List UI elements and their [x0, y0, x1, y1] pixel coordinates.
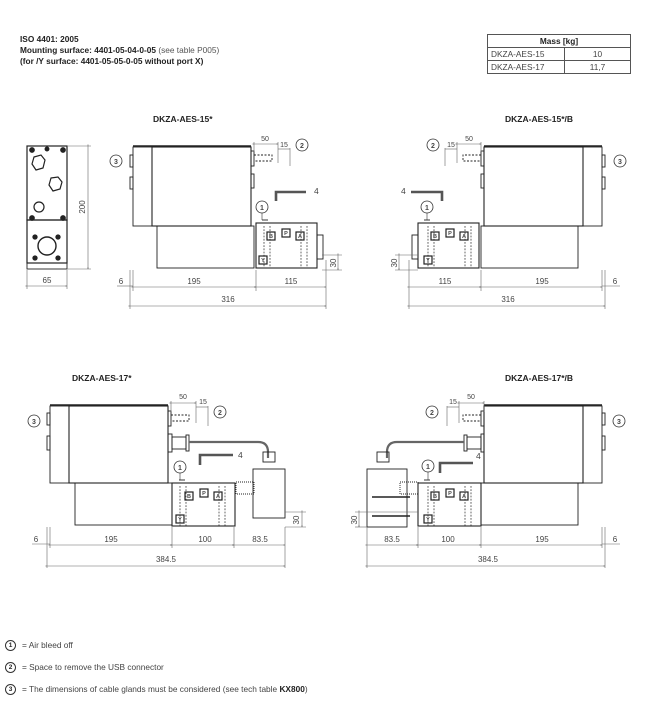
table-row: DKZA-AES-17 11,7	[488, 61, 631, 74]
svg-text:2: 2	[431, 143, 435, 150]
dim-6: 6	[118, 277, 124, 286]
callout-3-icon: 3	[5, 684, 16, 695]
svg-text:4: 4	[238, 450, 243, 460]
callout-1-icon: 1	[5, 640, 16, 651]
legend	[5, 634, 308, 700]
dim-200: 200	[78, 200, 87, 214]
dim-115: 115	[438, 277, 452, 286]
legend-item-air-bleed: 1 = Air bleed off	[5, 634, 308, 656]
svg-text:3: 3	[618, 159, 622, 166]
dim-50: 50	[465, 136, 473, 143]
y-surface-note: (for /Y surface: 4401-05-05-0-05 without port X)	[20, 56, 204, 66]
dim-15: 15	[199, 399, 207, 406]
svg-text:P: P	[448, 231, 452, 237]
svg-text:2: 2	[300, 143, 304, 150]
dim-195: 195	[104, 535, 118, 544]
dim-83-5: 83.5	[252, 535, 268, 544]
callout-numbers	[32, 143, 622, 472]
svg-text:2: 2	[218, 410, 222, 417]
svg-text:3: 3	[114, 159, 118, 166]
dim-15: 15	[447, 142, 455, 149]
side-view-drawing	[27, 146, 91, 289]
svg-text:P: P	[284, 231, 288, 237]
dim-6: 6	[612, 277, 618, 286]
svg-text:2: 2	[430, 410, 434, 417]
view-title-aes17b: DKZA-AES-17*/B	[505, 373, 574, 383]
svg-text:1: 1	[426, 464, 430, 471]
dim-50: 50	[467, 394, 475, 401]
svg-text:1: 1	[260, 205, 264, 212]
view-title-aes17: DKZA-AES-17*	[72, 373, 132, 383]
legend-item-cable-glands: 3 = The dimensions of cable glands must be considered (see tech table KX800)	[5, 678, 308, 700]
svg-text:P: P	[448, 491, 452, 497]
mass-table-header: Mass [kg]	[488, 35, 631, 48]
dim-316: 316	[501, 295, 515, 304]
dim-83-5: 83.5	[384, 535, 400, 544]
view-title-aes15: DKZA-AES-15*	[153, 114, 213, 124]
legend-item-usb-space: 2 = Space to remove the USB connector	[5, 656, 308, 678]
svg-text:Y: Y	[426, 517, 430, 523]
dim-50: 50	[261, 136, 269, 143]
dim-30: 30	[390, 258, 399, 268]
dim-384-5: 384.5	[477, 555, 499, 564]
dim-6: 6	[612, 535, 618, 544]
svg-text:A: A	[298, 234, 302, 240]
svg-text:1: 1	[178, 465, 182, 472]
dim-15: 15	[449, 399, 457, 406]
dim-65: 65	[42, 276, 52, 285]
port-letters	[178, 231, 466, 523]
dim-100: 100	[198, 535, 212, 544]
svg-text:4: 4	[476, 451, 481, 461]
mounting-surface: Mounting surface: 4401-05-04-0-05 (see table P005)	[20, 45, 220, 55]
view-title-aes15b: DKZA-AES-15*/B	[505, 114, 574, 124]
svg-text:A: A	[462, 234, 466, 240]
tool-callouts	[238, 186, 481, 461]
drawing-aes15b	[395, 142, 620, 309]
svg-text:1: 1	[425, 205, 429, 212]
svg-text:Y: Y	[261, 258, 265, 264]
dim-15: 15	[280, 142, 288, 149]
iso-standard: ISO 4401: 2005	[20, 34, 79, 44]
svg-text:4: 4	[401, 186, 406, 196]
dim-316: 316	[221, 295, 235, 304]
dim-30: 30	[350, 515, 359, 525]
dim-100: 100	[441, 535, 455, 544]
dim-6: 6	[33, 535, 39, 544]
svg-text:Y: Y	[178, 517, 182, 523]
svg-text:A: A	[462, 494, 466, 500]
svg-text:B: B	[433, 234, 437, 240]
dim-50: 50	[179, 394, 187, 401]
svg-text:B: B	[433, 494, 437, 500]
svg-text:4: 4	[314, 186, 319, 196]
dim-30: 30	[329, 258, 338, 268]
svg-text:3: 3	[617, 419, 621, 426]
table-row: DKZA-AES-15 10	[488, 48, 631, 61]
svg-text:3: 3	[32, 419, 36, 426]
dim-115: 115	[284, 277, 298, 286]
svg-text:Y: Y	[426, 258, 430, 264]
dim-195: 195	[535, 535, 549, 544]
dim-195: 195	[187, 277, 201, 286]
dim-195: 195	[535, 277, 549, 286]
svg-text:A: A	[216, 494, 220, 500]
svg-text:B: B	[187, 494, 191, 500]
dim-30: 30	[292, 515, 301, 525]
callout-2-icon: 2	[5, 662, 16, 673]
dim-384-5: 384.5	[155, 555, 177, 564]
svg-text:P: P	[202, 491, 206, 497]
drawing-aes15	[117, 142, 342, 309]
svg-text:B: B	[269, 234, 273, 240]
kx800-reference: KX800	[279, 684, 305, 694]
